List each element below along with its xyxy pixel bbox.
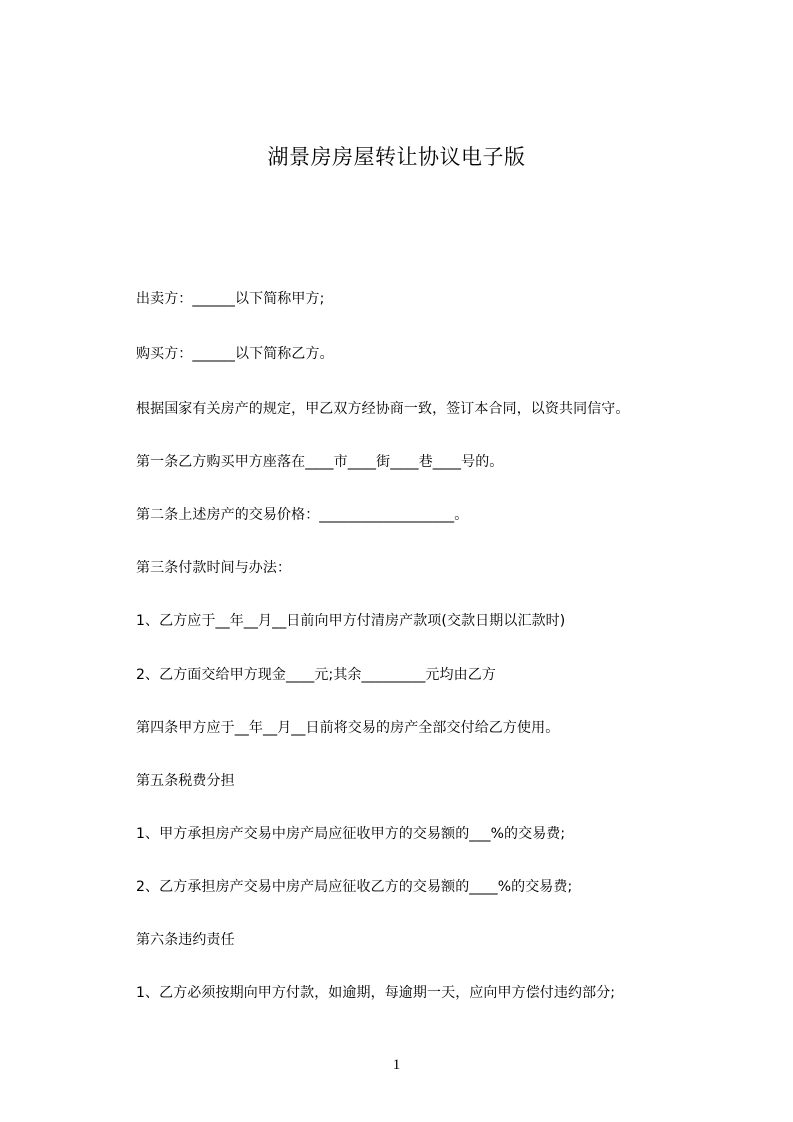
paragraph-article-3: 第三条付款时间与办法： [136,560,292,576]
paragraph-article-3-item-2: 2、乙方面交给甲方现金____元;其余_________元均由乙方 [136,667,496,683]
paragraph-article-1: 第一条乙方购买甲方座落在____市____街____巷____号的。 [136,454,504,470]
paragraph-preamble: 根据国家有关房产的规定，甲乙双方经协商一致，签订本合同，以资共同信守。 [136,401,630,417]
paragraph-article-6-item-1: 1、乙方必须按期向甲方付款，如逾期，每逾期一天，应向甲方偿付违约部分; [136,985,616,1001]
document-title: 湖景房房屋转让协议电子版 [267,145,526,169]
paragraph-article-3-item-1: 1、乙方应于__年__月__日前向甲方付清房产款项(交款日期以汇款时) [136,613,566,629]
paragraph-article-5-item-1: 1、甲方承担房产交易中房产局应征收甲方的交易额的___%的交易费; [136,826,566,842]
paragraph-buyer: 购买方：______以下简称乙方。 [136,346,334,362]
paragraph-article-6: 第六条违约责任 [136,932,235,948]
paragraph-article-5-item-2: 2、乙方承担房产交易中房产局应征收乙方的交易额的____%的交易费; [136,879,573,895]
paragraph-article-2: 第二条上述房产的交易价格：___________________。 [136,507,469,523]
paragraph-article-5: 第五条税费分担 [136,773,235,789]
paragraph-seller: 出卖方：______以下简称甲方; [136,291,325,307]
page-number: 1 [392,1057,401,1073]
paragraph-article-4: 第四条甲方应于__年__月__日前将交易的房产全部交付给乙方使用。 [136,720,560,736]
